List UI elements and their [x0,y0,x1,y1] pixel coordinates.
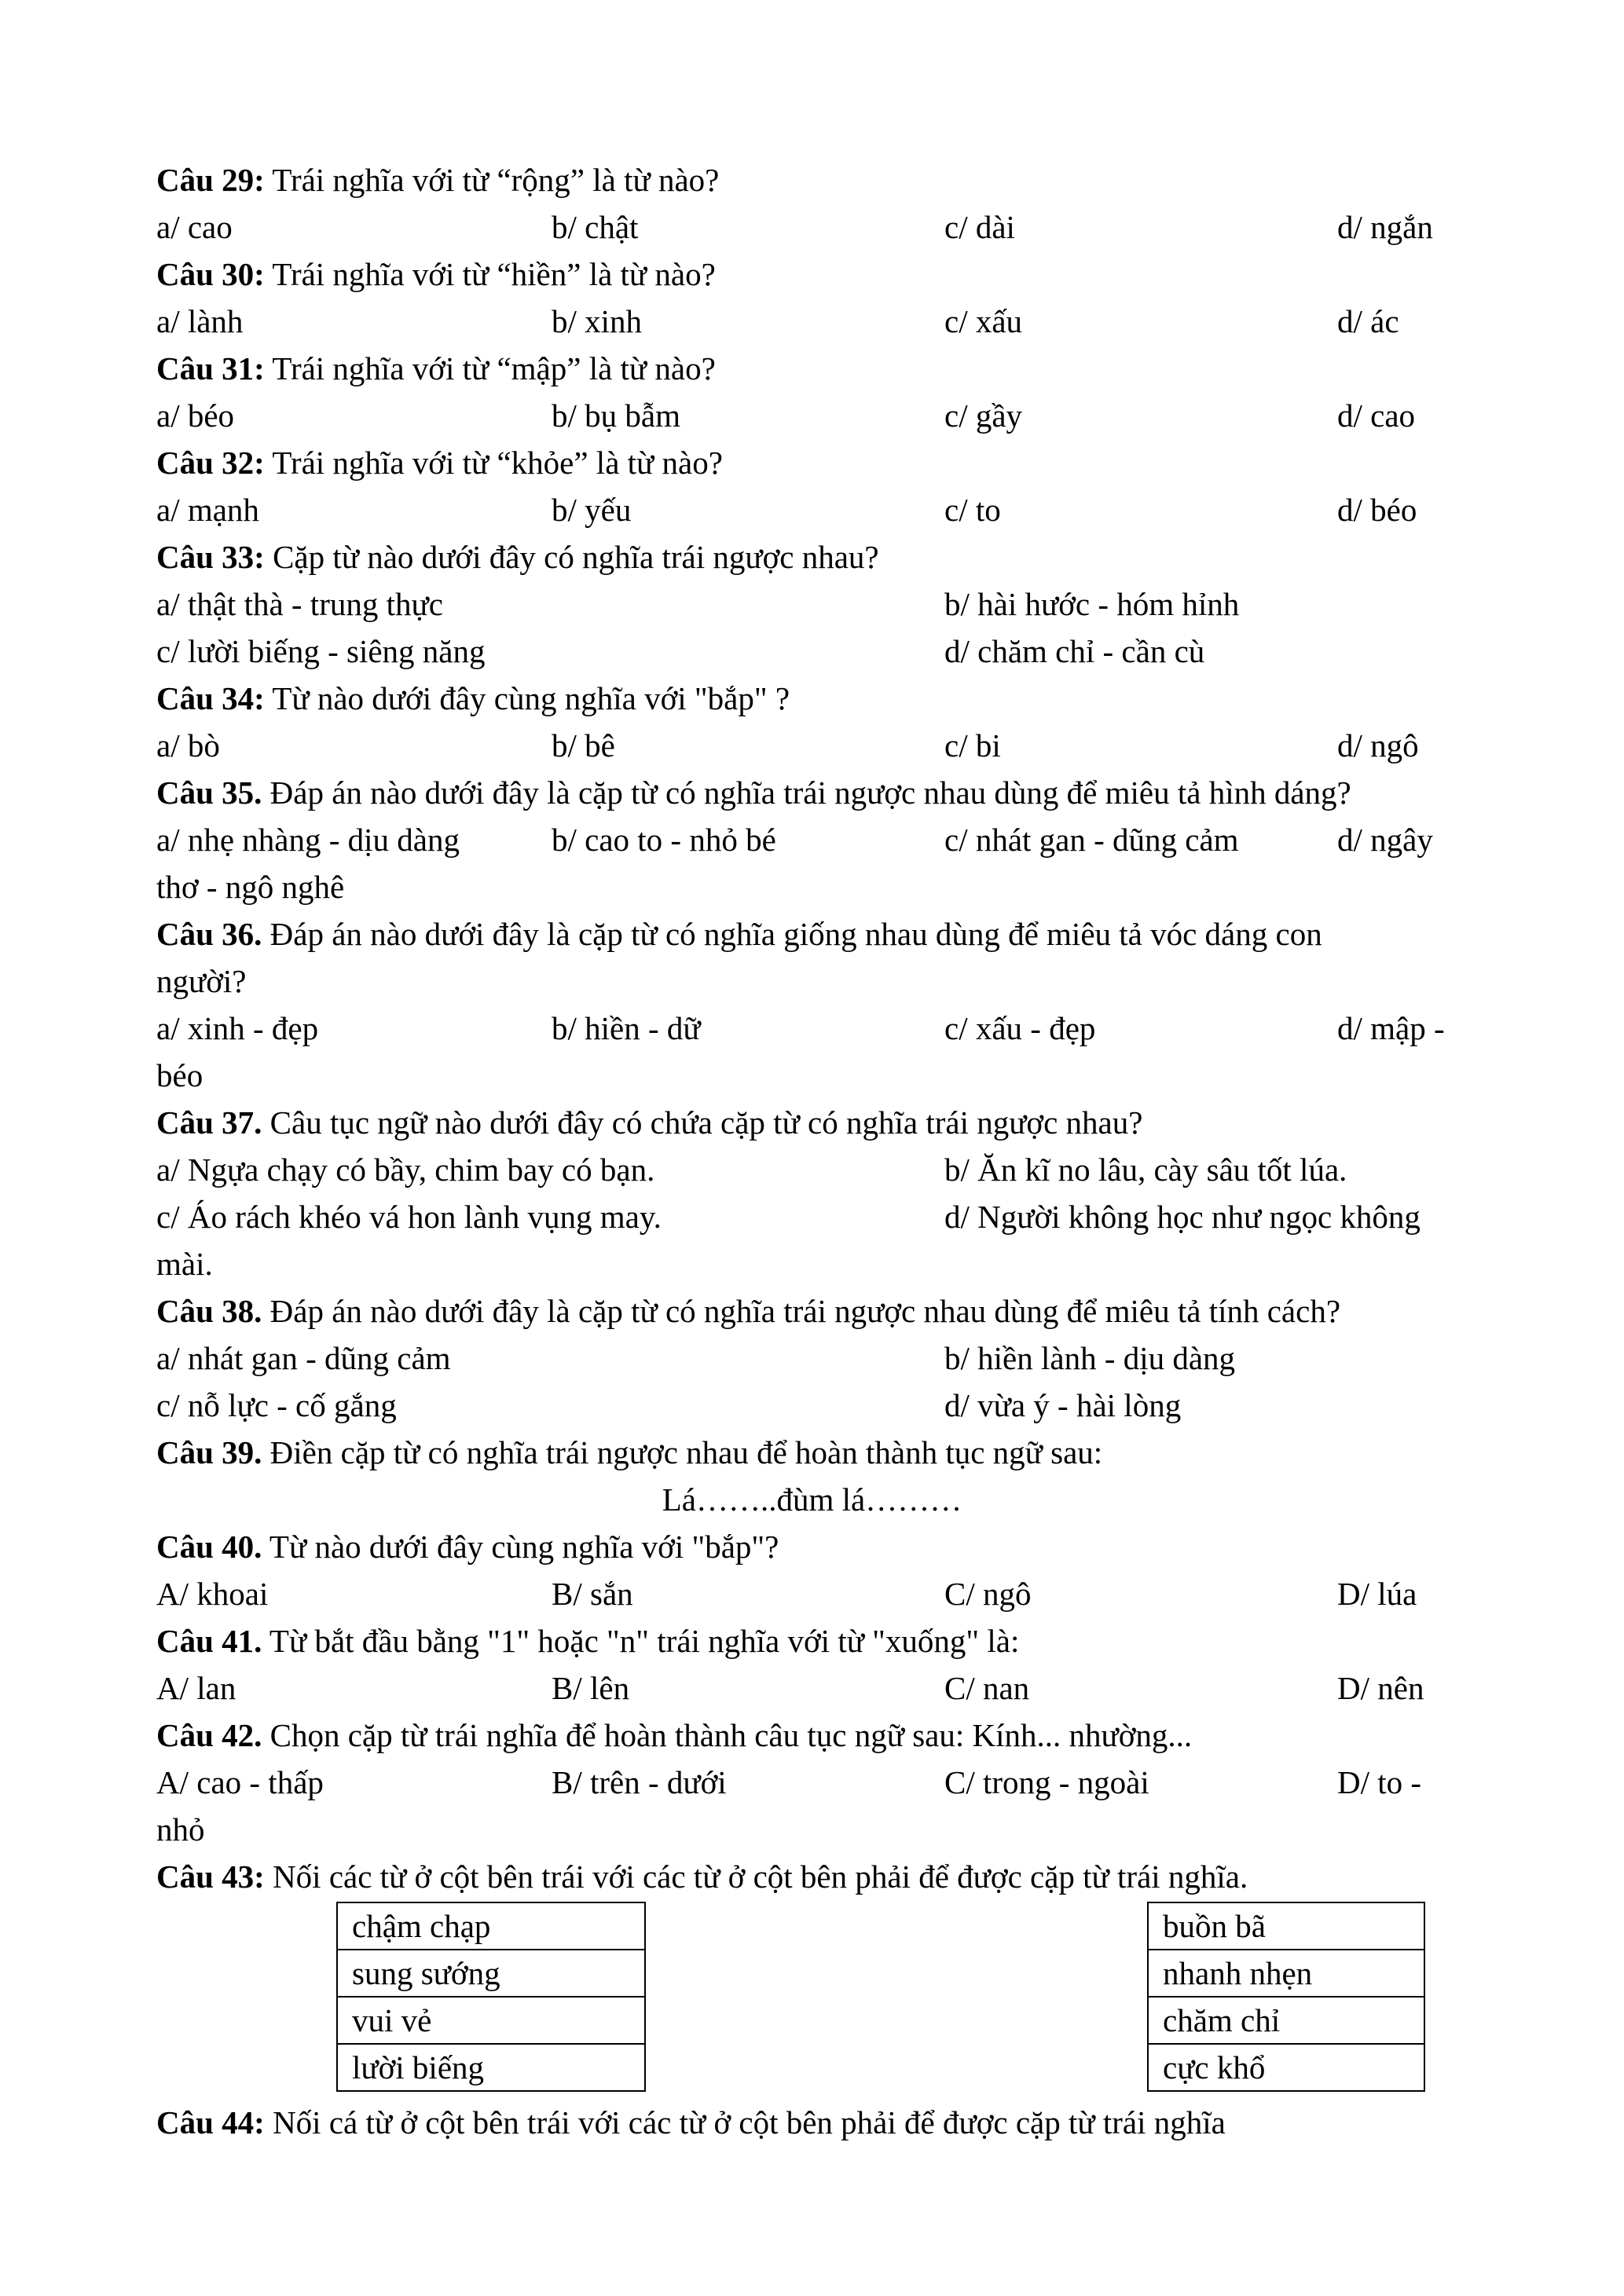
question-text: Nối các từ ở cột bên trái với các từ ở cột bên phải để được cặp từ trái nghĩa. [264,1858,1248,1895]
question-33 [156,533,879,580]
question-text: Trái nghĩa với từ “rộng” là từ nào? [264,162,720,198]
question-number: Câu 39. [156,1434,262,1470]
options-32 [156,486,1476,533]
question-number: Câu 42. [156,1717,262,1753]
option-d: D/ to - [1337,1764,1422,1800]
table-row [1148,2044,1424,2091]
options-36 [156,1005,1476,1052]
question-35 [156,769,1351,816]
question-42 [156,1712,1192,1759]
table-row [337,2044,645,2091]
left-word: lười biếng [337,2044,645,2091]
option-a: a/ bò [156,727,220,764]
question-40 [156,1523,779,1570]
option-b: b/ chật [552,209,639,245]
options-37-row2 [156,1193,1476,1240]
question-number: Câu 43: [156,1858,265,1895]
question-text: Chọn cặp từ trái nghĩa để hoàn thành câu tục ngữ sau: Kính... nhường... [262,1717,1193,1753]
question-number: Câu 34: [156,680,265,716]
option-a: A/ lan [156,1670,236,1706]
question-text: Cặp từ nào dưới đây có nghĩa trái ngược nhau? [264,539,879,575]
question-text: Đáp án nào dưới đây là cặp từ có nghĩa trái ngược nhau dùng để miêu tả hình dáng? [262,774,1351,811]
option-d: D/ lúa [1337,1576,1417,1612]
option-c: c/ nỗ lực - cố gắng [156,1387,397,1423]
question-text-continued: người? [156,963,247,999]
question-number: Câu 38. [156,1293,262,1329]
options-35 [156,816,1476,863]
question-number: Câu 29: [156,162,265,198]
fill-in-proverb: Lá……..đùm lá……… [662,1481,962,1518]
option-d: d/ vừa ý - hài lòng [944,1387,1182,1423]
option-b: b/ bê [552,727,615,764]
option-a: A/ cao - thấp [156,1764,324,1800]
options-34 [156,722,1476,769]
option-c: c/ dài [944,209,1015,245]
question-number: Câu 33: [156,539,265,575]
option-c: c/ gầy [944,397,1023,434]
option-a: a/ mạnh [156,492,259,528]
question-number: Câu 31: [156,350,265,386]
question-number: Câu 40. [156,1529,262,1565]
option-c: C/ trong - ngoài [944,1764,1149,1800]
options-37-row1 [156,1146,1476,1193]
table-row [337,1902,645,1950]
option-b: b/ hài hước - hóm hỉnh [944,586,1240,622]
table-row [1148,1950,1424,1997]
question-text: Từ nào dưới đây cùng nghĩa với "bắp"? [262,1529,779,1565]
left-word-column [336,1902,646,2092]
option-a: a/ xinh - đẹp [156,1010,319,1046]
option-d: D/ nên [1337,1670,1424,1706]
option-b: B/ trên - dưới [552,1764,727,1800]
question-number: Câu 30: [156,256,265,292]
options-33-row2 [156,628,1476,675]
options-38-row1 [156,1335,1476,1382]
option-a: a/ thật thà - trung thực [156,586,443,622]
options-38-row2 [156,1382,1476,1429]
right-word: cực khổ [1148,2044,1424,2091]
option-d: d/ ác [1337,303,1399,339]
option-c: C/ ngô [944,1576,1032,1612]
question-43 [156,1853,1248,1900]
options-29 [156,203,1476,251]
option-b: b/ hiền - dữ [552,1010,701,1046]
option-b: b/ Ăn kĩ no lâu, cày sâu tốt lúa. [944,1152,1347,1188]
option-c: C/ nan [944,1670,1030,1706]
option-b: b/ cao to - nhỏ bé [552,822,776,858]
options-31 [156,392,1476,439]
option-a: a/ nhát gan - dũng cảm [156,1340,451,1376]
question-text: Trái nghĩa với từ “mập” là từ nào? [264,350,716,386]
option-c: c/ xấu - đẹp [944,1010,1096,1046]
option-c: c/ bi [944,727,1001,764]
option-a: A/ khoai [156,1576,269,1612]
option-b: b/ hiền lành - dịu dàng [944,1340,1236,1376]
options-30 [156,298,1476,345]
right-word: nhanh nhẹn [1148,1950,1424,1997]
table-row [1148,1997,1424,2044]
question-37 [156,1099,1142,1146]
option-b: b/ bụ bẫm [552,397,680,434]
option-a: a/ Ngựa chạy có bầy, chim bay có bạn. [156,1152,655,1188]
question-text: Đáp án nào dưới đây là cặp từ có nghĩa trái ngược nhau dùng để miêu tả tính cách? [262,1293,1341,1329]
option-b: B/ sắn [552,1576,633,1612]
option-c: c/ xấu [944,303,1023,339]
question-number: Câu 41. [156,1623,262,1659]
question-31 [156,345,716,392]
option-c: c/ to [944,492,1001,528]
option-d-continued: nhỏ [156,1811,205,1847]
option-c: c/ lười biếng - siêng năng [156,633,486,669]
table-row [1148,1902,1424,1950]
option-a: a/ nhẹ nhàng - dịu dàng [156,822,460,858]
question-number: Câu 32: [156,445,265,481]
option-d: d/ cao [1337,397,1416,434]
option-d: d/ ngắn [1337,209,1433,245]
table-row [337,1997,645,2044]
options-41 [156,1664,1476,1712]
options-42 [156,1759,1476,1806]
question-text: Trái nghĩa với từ “khỏe” là từ nào? [264,445,723,481]
table-row [337,1950,645,1997]
question-41 [156,1617,1019,1664]
question-34 [156,675,790,722]
question-29 [156,156,719,203]
option-d-continued: mài. [156,1246,213,1282]
option-d-continued: thơ - ngô nghê [156,869,345,905]
question-39 [156,1429,1102,1476]
option-a: a/ lành [156,303,244,339]
options-33-row1 [156,580,1476,628]
question-30 [156,251,716,298]
options-40 [156,1570,1476,1617]
option-a: a/ cao [156,209,233,245]
option-d: d/ ngô [1337,727,1419,764]
question-text: Từ nào dưới đây cùng nghĩa với "bắp" ? [264,680,790,716]
question-number: Câu 36. [156,916,262,952]
option-d: d/ chăm chỉ - cần cù [944,633,1205,669]
option-a: a/ béo [156,397,235,434]
option-d: d/ mập - [1337,1010,1445,1046]
right-word-column [1147,1902,1425,2092]
option-c: c/ nhát gan - dũng cảm [944,822,1239,858]
option-b: b/ xinh [552,303,643,339]
option-b: B/ lên [552,1670,630,1706]
question-44 [156,2099,1226,2146]
option-d: d/ ngây [1337,822,1433,858]
question-text: Nối cá từ ở cột bên trái với các từ ở cột bên phải để được cặp từ trái nghĩa [264,2104,1226,2140]
question-38 [156,1287,1340,1335]
option-d: d/ béo [1337,492,1417,528]
right-word: buồn bã [1148,1902,1424,1950]
left-word: chậm chạp [337,1902,645,1950]
option-b: b/ yếu [552,492,632,528]
question-number: Câu 44: [156,2104,265,2140]
question-36 [156,910,1322,958]
left-word: sung sướng [337,1950,645,1997]
question-text: Đáp án nào dưới đây là cặp từ có nghĩa giống nhau dùng để miêu tả vóc dáng con [262,916,1322,952]
question-number: Câu 35. [156,774,262,811]
left-word: vui vẻ [337,1997,645,2044]
option-d: d/ Người không học như ngọc không [944,1199,1421,1235]
option-d-continued: béo [156,1057,203,1093]
question-32 [156,439,723,486]
question-text: Câu tục ngữ nào dưới đây có chứa cặp từ có nghĩa trái ngược nhau? [262,1104,1143,1141]
question-text: Từ bắt đầu bằng "1" hoặc "n" trái nghĩa với từ "xuống" là: [262,1623,1020,1659]
question-text: Điền cặp từ có nghĩa trái ngược nhau để hoàn thành tục ngữ sau: [262,1434,1103,1470]
right-word: chăm chỉ [1148,1997,1424,2044]
question-number: Câu 37. [156,1104,262,1141]
question-text: Trái nghĩa với từ “hiền” là từ nào? [264,256,716,292]
option-c: c/ Áo rách khéo vá hon lành vụng may. [156,1199,662,1235]
